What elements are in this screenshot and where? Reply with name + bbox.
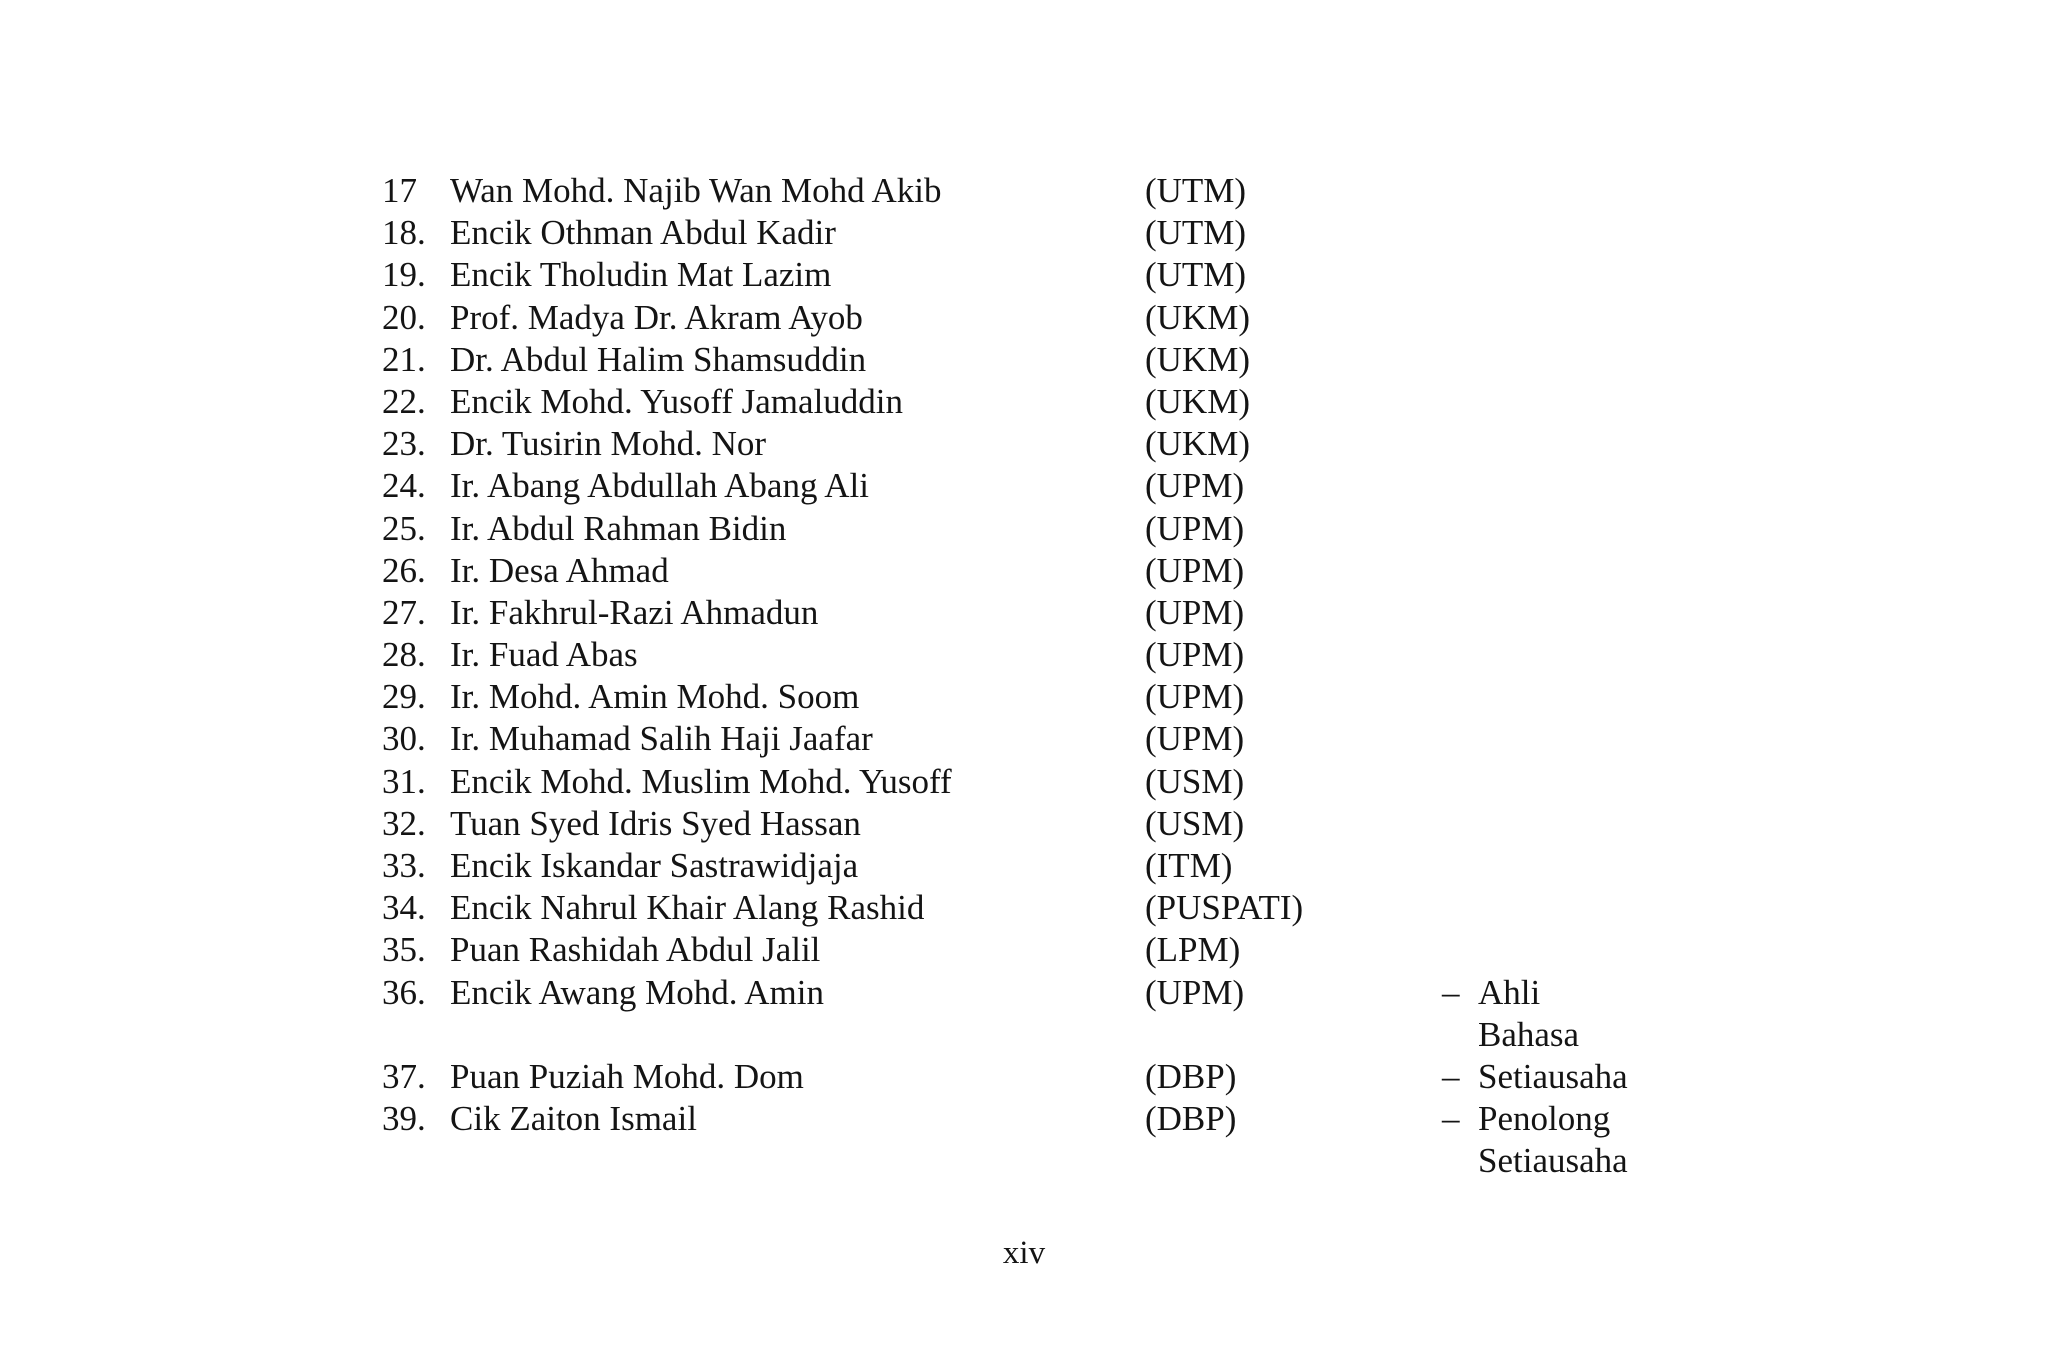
member-number: 37. xyxy=(382,1056,426,1096)
member-institution: (ITM) xyxy=(1145,846,1233,885)
member-institution: (UTM) xyxy=(1145,213,1247,253)
member-institution: (UPM) xyxy=(1145,550,1245,590)
member-number: 31. xyxy=(382,761,426,801)
member-row xyxy=(382,339,1702,381)
member-row xyxy=(382,297,1702,339)
member-number: 17 xyxy=(382,171,417,210)
member-row xyxy=(382,929,1702,971)
member-number: 18. xyxy=(382,213,426,253)
member-role xyxy=(1442,1098,1628,1182)
member-number: 23. xyxy=(382,424,426,464)
member-number: 24. xyxy=(382,466,426,506)
member-institution: (LPM) xyxy=(1145,930,1241,970)
member-name: Cik Zaiton Ismail xyxy=(450,1098,697,1138)
member-name: Encik Mohd. Yusoff Jamaluddin xyxy=(450,381,904,421)
member-number: 30. xyxy=(382,719,426,759)
member-institution: (UPM) xyxy=(1145,719,1245,759)
member-row xyxy=(382,845,1702,887)
member-row xyxy=(382,381,1702,423)
member-number: 29. xyxy=(382,677,426,717)
member-institution: (UPM) xyxy=(1145,466,1245,506)
member-number: 28. xyxy=(382,635,426,675)
member-institution: (UTM) xyxy=(1145,255,1247,295)
member-name: Encik Iskandar Sastrawidjaja xyxy=(450,846,859,885)
member-row xyxy=(382,592,1702,634)
member-institution: (UKM) xyxy=(1145,381,1250,421)
member-role xyxy=(1442,972,1579,1056)
member-row xyxy=(382,718,1702,760)
member-institution: (DBP) xyxy=(1145,1098,1237,1138)
member-name: Ir. Muhamad Salih Haji Jaafar xyxy=(450,719,873,759)
member-row xyxy=(382,803,1702,845)
role-dash: – xyxy=(1442,1056,1460,1096)
member-number: 32. xyxy=(382,803,426,843)
page-number: xiv xyxy=(1002,1235,1046,1271)
member-number: 26. xyxy=(382,550,426,590)
member-row xyxy=(382,634,1702,676)
member-name: Prof. Madya Dr. Akram Ayob xyxy=(450,297,863,337)
member-name: Ir. Abang Abdullah Abang Ali xyxy=(450,466,870,506)
member-number: 21. xyxy=(382,339,426,379)
member-row xyxy=(382,254,1702,296)
member-name: Ir. Fakhrul-Razi Ahmadun xyxy=(450,592,819,632)
role-label: Penolong xyxy=(1478,1098,1611,1138)
member-row xyxy=(382,1098,1702,1180)
member-row xyxy=(382,676,1702,718)
committee-member-list xyxy=(382,170,1702,1180)
member-row xyxy=(382,550,1702,592)
member-number: 34. xyxy=(382,888,426,928)
role-dash: – xyxy=(1442,972,1460,1012)
member-number: 36. xyxy=(382,972,426,1012)
member-institution: (UTM) xyxy=(1145,171,1247,210)
role-dash: – xyxy=(1442,1098,1460,1138)
member-name: Dr. Tusirin Mohd. Nor xyxy=(450,424,767,464)
member-institution: (UPM) xyxy=(1145,635,1245,675)
member-name: Wan Mohd. Najib Wan Mohd Akib xyxy=(450,171,942,210)
member-row xyxy=(382,887,1702,929)
role-label: Setiausaha xyxy=(1478,1056,1628,1096)
member-institution: (PUSPATI) xyxy=(1145,888,1304,928)
member-name: Encik Tholudin Mat Lazim xyxy=(450,255,832,295)
member-row xyxy=(382,508,1702,550)
member-number: 39. xyxy=(382,1098,426,1138)
member-name: Dr. Abdul Halim Shamsuddin xyxy=(450,339,867,379)
member-row xyxy=(382,1056,1702,1098)
member-institution: (USM) xyxy=(1145,761,1245,801)
member-name: Encik Mohd. Muslim Mohd. Yusoff xyxy=(450,761,952,801)
member-name: Puan Rashidah Abdul Jalil xyxy=(450,930,821,970)
member-number: 35. xyxy=(382,930,426,970)
member-name: Encik Awang Mohd. Amin xyxy=(450,972,824,1012)
member-institution: (UKM) xyxy=(1145,339,1250,379)
role-label-continued: Setiausaha xyxy=(1478,1140,1628,1180)
member-role xyxy=(1442,1056,1628,1098)
member-name: Encik Othman Abdul Kadir xyxy=(450,213,836,253)
member-number: 33. xyxy=(382,846,426,885)
member-row xyxy=(382,170,1702,212)
member-name: Puan Puziah Mohd. Dom xyxy=(450,1056,804,1096)
member-name: Ir. Abdul Rahman Bidin xyxy=(450,508,787,548)
member-name: Tuan Syed Idris Syed Hassan xyxy=(450,803,861,843)
member-name: Encik Nahrul Khair Alang Rashid xyxy=(450,888,925,928)
member-institution: (UPM) xyxy=(1145,972,1245,1012)
member-institution: (UPM) xyxy=(1145,592,1245,632)
member-row xyxy=(382,212,1702,254)
member-row xyxy=(382,972,1702,1054)
member-number: 19. xyxy=(382,255,426,295)
member-institution: (UPM) xyxy=(1145,677,1245,717)
member-number: 20. xyxy=(382,297,426,337)
member-institution: (USM) xyxy=(1145,803,1245,843)
member-institution: (UKM) xyxy=(1145,424,1250,464)
member-institution: (UPM) xyxy=(1145,508,1245,548)
role-label: Ahli xyxy=(1478,972,1541,1012)
member-name: Ir. Fuad Abas xyxy=(450,635,638,675)
role-label-continued: Bahasa xyxy=(1478,1014,1580,1054)
member-institution: (DBP) xyxy=(1145,1056,1237,1096)
member-number: 22. xyxy=(382,381,426,421)
member-row xyxy=(382,465,1702,507)
member-number: 27. xyxy=(382,592,426,632)
member-name: Ir. Desa Ahmad xyxy=(450,550,669,590)
member-row xyxy=(382,761,1702,803)
member-number: 25. xyxy=(382,508,426,548)
member-name: Ir. Mohd. Amin Mohd. Soom xyxy=(450,677,860,717)
member-institution: (UKM) xyxy=(1145,297,1250,337)
member-row xyxy=(382,423,1702,465)
